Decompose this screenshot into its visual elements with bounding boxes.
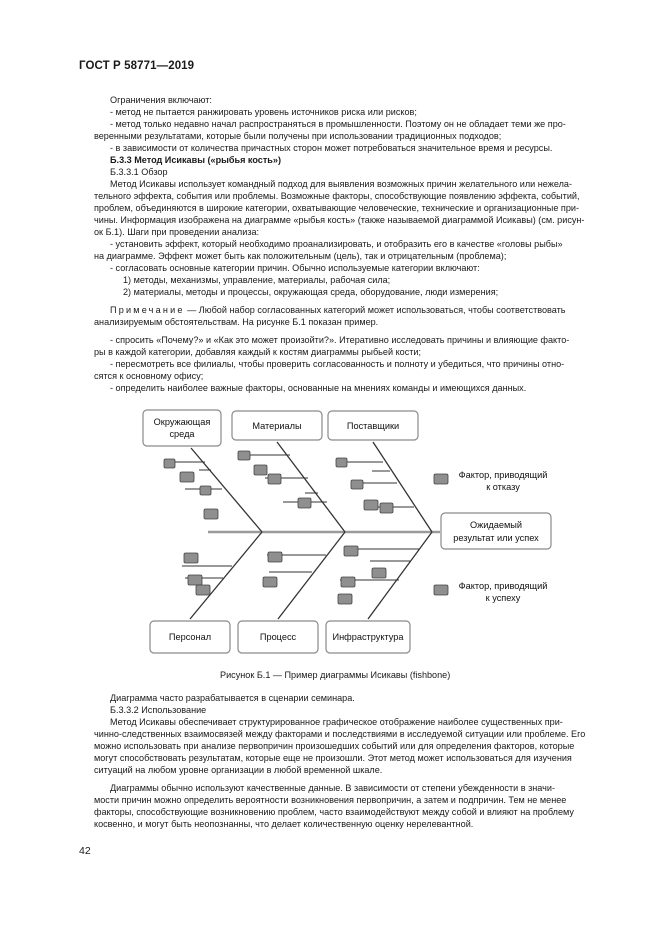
- factor-failure-box: [336, 458, 347, 467]
- paragraph-line: ситуаций на любом уровне организации в любой временной шкале.: [94, 765, 383, 775]
- step-line: - пересмотреть все филиалы, чтобы проверить согласованность и полноту и убедиться, что причины отно-: [110, 359, 565, 369]
- step-line: - спросить «Почему?» и «Как это может произойти?». Итеративно исследовать причины и влияющие факто-: [110, 335, 570, 345]
- paragraph-line: проблем, объединяются в широкие категории, охватывающие человеческие, технические и организационные при-: [94, 203, 579, 213]
- step-line: сятся к основному офису;: [94, 371, 204, 381]
- factor-success-box: [344, 546, 358, 556]
- bone-line: [373, 442, 432, 532]
- head-label: Ожидаемый: [469, 520, 523, 530]
- factor-failure-box: [238, 451, 250, 460]
- paragraph-line: чинно-следственных взаимосвязей между факторами и последствиями в исследуемой ситуации или проблеме. Его: [94, 729, 586, 739]
- category-label: Инфраструктура: [332, 632, 404, 642]
- paragraph-line: - согласовать основные категории причин. Обычно используемые категории включают:: [110, 263, 480, 273]
- paragraph-line: могут способствовать результатам, которые еще не произошли. Этот метод может использоваться для изучения: [94, 753, 572, 763]
- category-label: Процесс: [259, 632, 297, 642]
- step-line: ры в каждой категории, добавляя каждый к костям диаграммы рыбьей кости;: [94, 347, 422, 357]
- factor-success-box: [341, 577, 355, 587]
- document-header: ГОСТ Р 58771—2019: [79, 60, 195, 72]
- category-label: Поставщики: [346, 421, 400, 431]
- paragraph-line: можно использовать при анализе первопричин произошедших событий или для определения факторов, которые: [94, 741, 575, 751]
- category-box-environment: [143, 410, 221, 446]
- factor-success-box: [268, 552, 282, 562]
- factor-failure-box: [380, 503, 393, 513]
- paragraph-line: Диаграмма часто разрабатывается в сценарии семинара.: [110, 693, 355, 703]
- paragraph-line: Диаграммы обычно используют качественные данные. В зависимости от степени убежденности в значи-: [110, 783, 556, 793]
- factor-failure-box: [298, 498, 311, 508]
- factor-success-box: [184, 553, 198, 563]
- legend-label: Фактор, приводящий: [458, 470, 548, 480]
- paragraph-line: Метод Исикавы использует командный подход для выявления возможных причин желательного или нежела-: [110, 179, 572, 189]
- factor-failure-box: [200, 486, 211, 495]
- note-label: Примечание: [110, 305, 185, 315]
- paragraph-line: ок Б.1). Шаги при проведении анализа:: [94, 227, 260, 237]
- page-number: 42: [79, 845, 91, 857]
- legend-label: к успеху: [485, 593, 521, 603]
- factor-failure-box: [364, 500, 378, 510]
- step-line: - определить наиболее важные факторы, основанные на мнениях команды и имеющихся данных.: [110, 383, 527, 393]
- legend-success-swatch: [434, 585, 448, 595]
- paragraph-line: Метод Исикавы обеспечивает структурированное графическое отображение наиболее существенных при-: [110, 717, 563, 727]
- paragraph-line: тельного эффекта, события или проблемы. Возможные факторы, способствующие появлению эффекта, событий,: [94, 191, 580, 201]
- legend-label: Фактор, приводящий: [458, 581, 548, 591]
- paragraph-line: на диаграмме. Эффект может быть как положительным (цель), так и отрицательным (проблема);: [94, 251, 507, 261]
- factor-success-box: [188, 575, 202, 585]
- paragraph-line: - установить эффект, который необходимо проанализировать, и отобразить его в качестве «головы рыбы»: [110, 239, 563, 249]
- factor-success-box: [263, 577, 277, 587]
- factor-failure-box: [164, 459, 175, 468]
- category-label: Окружающая: [153, 417, 211, 427]
- head-box: [441, 513, 551, 549]
- head-label: результат или успех: [453, 533, 539, 543]
- list-item: 1) методы, механизмы, управление, материалы, рабочая сила;: [123, 275, 391, 285]
- intro-line: - в зависимости от количества причастных сторон может потребоваться значительное время и ресурсы.: [110, 143, 553, 153]
- intro-line: Ограничения включают:: [110, 95, 212, 105]
- factor-failure-box: [204, 509, 218, 519]
- factor-success-box: [338, 594, 352, 604]
- intro-line: - метод только недавно начал распространяться в промышленности. Поэтому он не обладает теми же про-: [110, 119, 566, 129]
- factor-success-box: [372, 568, 386, 578]
- intro-line: - метод не пытается ранжировать уровень источников риска или рисков;: [110, 107, 417, 117]
- note-text: — Любой набор согласованных категорий может использоваться, чтобы соответствовать: [184, 305, 566, 315]
- note-line: анализируемым обстоятельствам. На рисунке Б.1 показан пример.: [94, 317, 379, 327]
- paragraph-line: чины. Информация изображена на диаграмме «рыбья кость» (также называемой диаграммой Исикавы) (см. рисун-: [94, 215, 585, 225]
- paragraph-line: мости причин можно определить вероятности возникновения первопричин, а затем и подпричин. Тем не менее: [94, 795, 567, 805]
- category-label: Материалы: [252, 421, 302, 431]
- factor-success-box: [196, 585, 210, 595]
- factor-failure-box: [180, 472, 194, 482]
- section-title: Б.3.3 Метод Исикавы («рыбья кость»): [110, 155, 281, 165]
- bone-line: [278, 532, 345, 619]
- list-item: 2) материалы, методы и процессы, окружающая среда, оборудование, люди измерения;: [123, 287, 499, 297]
- figure-caption: Рисунок Б.1 — Пример диаграммы Исикавы (fishbone): [220, 670, 451, 680]
- factor-failure-box: [268, 474, 281, 484]
- factor-failure-box: [351, 480, 363, 489]
- legend-label: к отказу: [486, 482, 520, 492]
- subsection-title: Б.3.3.1 Обзор: [110, 167, 168, 177]
- factor-failure-box: [254, 465, 267, 475]
- category-label: Персонал: [168, 632, 212, 642]
- intro-line: веренными результатами, которые были получены при использовании традиционных подходов;: [94, 131, 502, 141]
- legend-failure-swatch: [434, 474, 448, 484]
- subsection-title: Б.3.3.2 Использование: [110, 705, 207, 715]
- paragraph-line: факторы, способствующие возникновению проблем, часто взаимодействуют между собой и влияют на проблему: [94, 807, 574, 817]
- category-label: среда: [169, 429, 195, 439]
- paragraph-line: косвенно, и могут быть неопознанны, что делает количественную оценку нерелевантной.: [94, 819, 474, 829]
